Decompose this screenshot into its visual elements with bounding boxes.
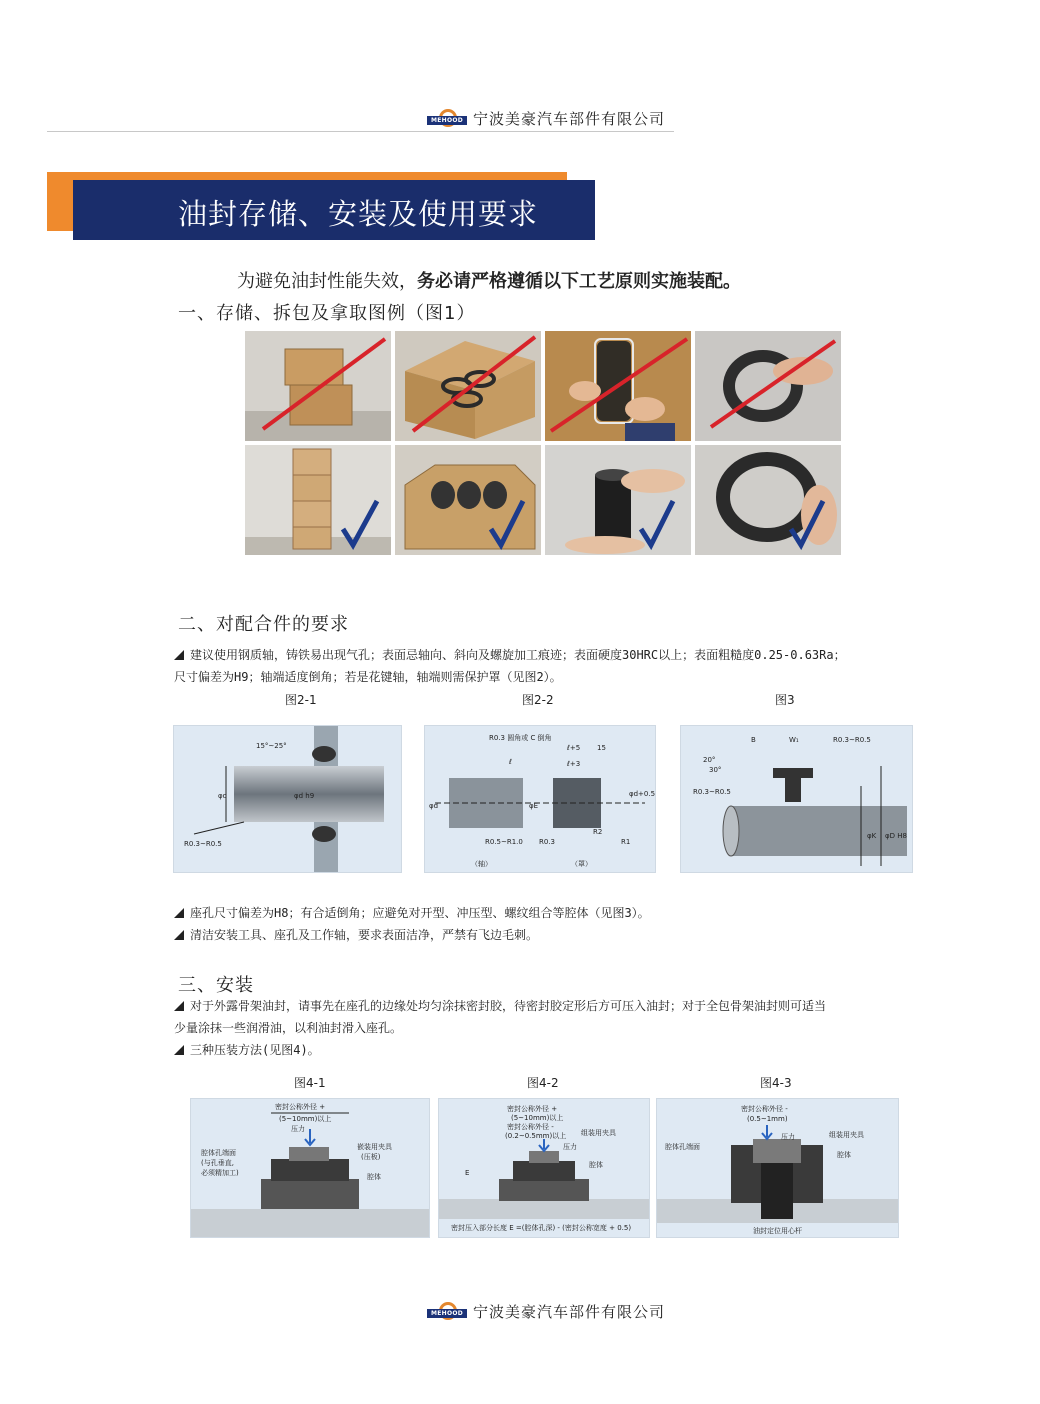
photo-correct-hand-support bbox=[695, 445, 841, 555]
fig21-d2: φd h9 bbox=[294, 792, 315, 800]
bullet-triangle-icon bbox=[174, 1045, 184, 1055]
bullet-triangle-icon bbox=[174, 930, 184, 940]
footer-company-name: 宁波美豪汽车部件有限公司 bbox=[473, 1303, 666, 1321]
company-logo: MEHOOD bbox=[427, 1302, 467, 1322]
photo-correct-bag-handling bbox=[545, 445, 691, 555]
photo-grid bbox=[245, 331, 841, 555]
fig22-d: φd bbox=[429, 802, 439, 810]
fig43-bottom: 油封定位用心杆 bbox=[753, 1227, 802, 1235]
fig22-shaft: （轴） bbox=[471, 860, 492, 868]
fig41-top2: (5~10mm)以上 bbox=[279, 1115, 332, 1123]
fig22-r4: R1 bbox=[621, 838, 631, 846]
intro-text bbox=[237, 267, 741, 293]
fig22-r1: R0.5~R1.0 bbox=[485, 838, 523, 846]
fig22-l2: ℓ+5 bbox=[567, 744, 581, 752]
fig4-1-caption: 图4-1 bbox=[294, 1076, 326, 1090]
fig41-force: 压力 bbox=[291, 1125, 305, 1133]
fig3-b: B bbox=[751, 736, 756, 744]
fig3-dk: φK bbox=[867, 832, 877, 840]
section2-bullet1-line2: 尺寸偏差为H9；轴端适度倒角；若是花键轴，轴端则需保护罩（见图2）。 bbox=[174, 670, 562, 684]
fig3-r1: R0.3~R0.5 bbox=[833, 736, 871, 744]
fig41-body: 腔体 bbox=[367, 1173, 381, 1181]
fig3-r2: R0.3~R0.5 bbox=[693, 788, 731, 796]
photo-wrong-stacked-boxes bbox=[245, 331, 391, 441]
page-title: 油封存储、安装及使用要求 bbox=[178, 197, 539, 231]
fig4-2-caption: 图4-2 bbox=[527, 1076, 559, 1090]
fig43-body: 腔体 bbox=[837, 1151, 851, 1159]
fig41-tool: 嵌装用夹具 bbox=[357, 1143, 392, 1151]
photo-correct-single-boxes bbox=[245, 445, 391, 555]
fig3-dh: φD H8 bbox=[885, 832, 907, 840]
bullet-triangle-icon bbox=[174, 908, 184, 918]
fig21-angle: 15°~25° bbox=[256, 742, 287, 750]
fig41-top1: 密封公称外径 + bbox=[275, 1103, 326, 1111]
fig42-tool: 组装用夹具 bbox=[581, 1129, 616, 1137]
bullet-triangle-icon bbox=[174, 1001, 184, 1011]
section2-bullet1-line1: 建议使用钢质轴，铸铁易出现气孔；表面忌轴向、斜向及螺旋加工痕迹；表面硬度30HRC以上；表面粗糙度0.25-0.63Ra； bbox=[190, 648, 846, 662]
fig2-2-diagram bbox=[424, 725, 656, 873]
fig42-top2: (5~10mm)以上 bbox=[511, 1114, 564, 1122]
fig4-3-caption: 图4-3 bbox=[760, 1076, 792, 1090]
section3-bullets bbox=[174, 995, 934, 1061]
fig2-1-caption: 图2-1 bbox=[285, 693, 317, 707]
fig41-hole2: (与孔垂直, bbox=[201, 1159, 234, 1167]
photo-wrong-hand-hold bbox=[695, 331, 841, 441]
intro-bold: 务必请严格遵循以下工艺原则实施装配。 bbox=[417, 271, 741, 292]
fig42-top4: (0.2~0.5mm)以上 bbox=[505, 1132, 567, 1140]
photo-wrong-bagged-seal bbox=[545, 331, 691, 441]
fig41-hole3: 必须精加工) bbox=[201, 1169, 239, 1177]
fig4-3-diagram bbox=[656, 1098, 899, 1238]
fig3-diagram bbox=[680, 725, 913, 873]
section3-heading: 三、安装 bbox=[178, 975, 254, 996]
section2-bullet1 bbox=[174, 644, 934, 688]
fig3-a1: 20° bbox=[703, 756, 716, 764]
fig21-radius: R0.3~R0.5 bbox=[184, 840, 222, 848]
fig22-dd: φd+0.5 bbox=[629, 790, 655, 798]
fig43-top1: 密封公称外径 - bbox=[741, 1105, 788, 1113]
fig22-r3: R2 bbox=[593, 828, 603, 836]
photo-correct-bagged-box bbox=[395, 445, 541, 555]
fig3-a2: 30° bbox=[709, 766, 722, 774]
section2-bullet3: 清洁安装工具、座孔及工作轴，要求表面洁净，严禁有飞边毛刺。 bbox=[190, 928, 539, 942]
fig4-1-diagram bbox=[190, 1098, 430, 1238]
fig3-caption: 图3 bbox=[775, 693, 795, 707]
fig22-l1: ℓ bbox=[509, 758, 512, 766]
footer-brand bbox=[427, 1301, 665, 1322]
fig43-top2: (0.5~1mm) bbox=[747, 1115, 788, 1123]
fig42-bottom: 密封压入部分长度 E =(腔体孔深) - (密封公称宽度 + 0.5) bbox=[451, 1224, 632, 1232]
fig43-hole: 腔体孔端面 bbox=[665, 1143, 700, 1151]
section3-bullet2: 三种压装方法(见图4)。 bbox=[190, 1043, 320, 1057]
fig22-cover: （罩） bbox=[571, 860, 592, 868]
fig2-1-diagram bbox=[173, 725, 402, 873]
section3-bullet1-line2: 少量涂抹一些润滑油，以利油封滑入座孔。 bbox=[174, 1021, 403, 1035]
fig41-hole1: 腔体孔端面 bbox=[201, 1149, 236, 1157]
fig41-tool2: (压板) bbox=[361, 1153, 381, 1161]
section2-heading: 二、对配合件的要求 bbox=[178, 614, 349, 635]
bullet-triangle-icon bbox=[174, 650, 184, 660]
section1-heading: 一、存储、拆包及拿取图例（图1） bbox=[178, 303, 476, 324]
header-brand bbox=[427, 108, 665, 129]
fig43-force: 压力 bbox=[781, 1133, 795, 1141]
fig42-e: E bbox=[465, 1169, 470, 1177]
fig22-r2: R0.3 bbox=[539, 838, 555, 846]
fig2-2-caption: 图2-2 bbox=[522, 693, 554, 707]
header-divider bbox=[47, 131, 674, 132]
fig4-2-diagram bbox=[438, 1098, 650, 1238]
fig22-l3: ℓ+3 bbox=[567, 760, 581, 768]
fig42-force: 压力 bbox=[563, 1143, 577, 1151]
fig22-de: φE bbox=[529, 802, 539, 810]
fig3-w: W₁ bbox=[789, 736, 799, 744]
header-company-name: 宁波美豪汽车部件有限公司 bbox=[473, 110, 666, 128]
fig22-15: 15 bbox=[597, 744, 606, 752]
fig42-top1: 密封公称外径 + bbox=[507, 1105, 558, 1113]
intro-normal: 为避免油封性能失效， bbox=[237, 271, 417, 292]
fig22-chamfer: R0.3 圆角或 C 倒角 bbox=[489, 734, 552, 742]
section2-bullet2: 座孔尺寸偏差为H8；有合适倒角；应避免对开型、冲压型、螺纹组合等腔体（见图3）。 清洁安装工具、座孔及工作轴，要求表面洁净，严禁有飞边毛刺。 bbox=[174, 902, 934, 946]
section3-bullet1-line1: 对于外露骨架油封，请事先在座孔的边缘处均匀涂抹密封胶，待密封胶定形后方可压入油封；对于全包骨架油封则可适当 bbox=[190, 999, 827, 1013]
company-logo: MEHOOD bbox=[427, 109, 467, 129]
fig42-top3: 密封公称外径 - bbox=[507, 1123, 554, 1131]
photo-wrong-open-box bbox=[395, 331, 541, 441]
fig42-body: 腔体 bbox=[589, 1161, 603, 1169]
fig43-tool: 组装用夹具 bbox=[829, 1131, 864, 1139]
fig21-d1: φd bbox=[218, 792, 228, 800]
